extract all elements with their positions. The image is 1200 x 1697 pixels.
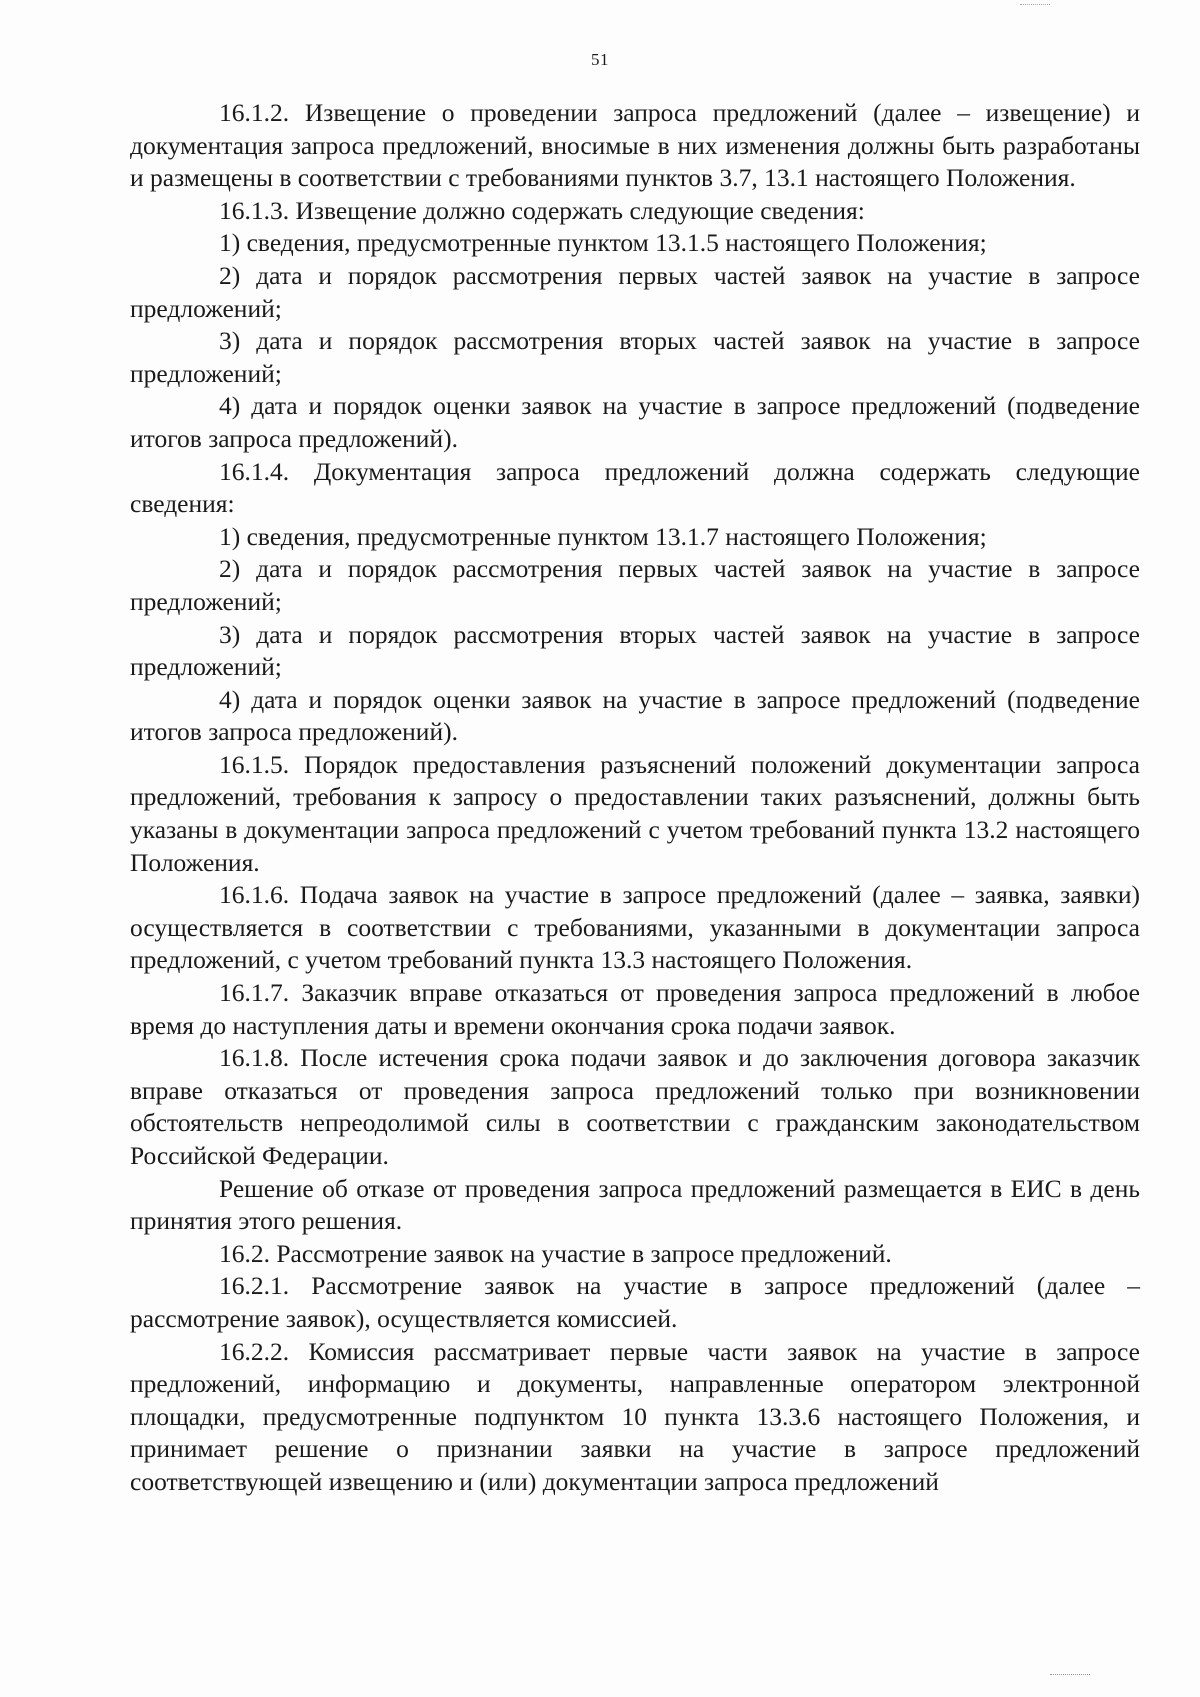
paragraph-16-1-4-item-2: 2) дата и порядок рассмотрения первых частей заявок на участие в запросе предложений; — [130, 554, 1140, 616]
document-body — [130, 97, 1140, 1499]
paragraph-16-1-6: 16.1.6. Подача заявок на участие в запросе предложений (далее – заявка, заявки) осуществляется в соответствии с требованиями, указанными в документации запроса предложений, с учетом требований пункта 13.3 настоящего Положения. — [130, 880, 1140, 975]
paragraph-16-2-2: 16.2.2. Комиссия рассматривает первые части заявок на участие в запросе предложений, информацию и документы, направленные оператором электронной площадки, предусмотренные подпунктом 10 пункта 13.3.6 настоящего Положения, и принимает решение о признании заявки на участие в запросе предложений соответствующей извещению и (или) документации запроса предложений — [130, 1336, 1140, 1496]
paragraph-16-1-3-item-2: 2) дата и порядок рассмотрения первых частей заявок на участие в запросе предложений; — [130, 260, 1140, 323]
page-number: 51 — [591, 50, 609, 69]
paragraph-refusal-decision: Решение об отказе от проведения запроса предложений размещается в ЕИС в день принятия этого решения. — [130, 1173, 1140, 1236]
paragraph-16-1-3-item-4: 4) дата и порядок оценки заявок на участие в запросе предложений (подведение итогов запроса предложений). — [130, 391, 1140, 453]
paragraph-16-1-4-item-4: 4) дата и порядок оценки заявок на участие в запросе предложений (подведение итогов запроса предложений). — [130, 684, 1140, 747]
paragraph-16-1-4-item-3: 3) дата и порядок рассмотрения вторых частей заявок на участие в запросе предложений; — [130, 619, 1140, 682]
paragraph-16-1-5: 16.1.5. Порядок предоставления разъяснений положений документации запроса предложений, требования к запросу о предоставлении таких разъяснений, должны быть указаны в документации запроса предложений с учетом требований пункта 13.2 настоящего Положения. — [130, 749, 1140, 877]
paragraph-16-1-7: 16.1.7. Заказчик вправе отказаться от проведения запроса предложений в любое время до наступления даты и времени окончания срока подачи заявок. — [130, 978, 1140, 1040]
scan-edge-mark — [1020, 0, 1050, 5]
paragraph-16-1-3: 16.1.3. Извещение должно содержать следующие сведения: — [219, 195, 865, 225]
paragraph-16-1-4: 16.1.4. Документация запроса предложений должна содержать следующие сведения: — [130, 456, 1140, 519]
paragraph-16-1-3-item-1: 1) сведения, предусмотренные пунктом 13.1.5 настоящего Положения; — [219, 228, 987, 258]
scan-edge-mark — [1050, 1674, 1090, 1689]
paragraph-16-1-8: 16.1.8. После истечения срока подачи заявок и до заключения договора заказчик вправе отказаться от проведения запроса предложений только при возникновении обстоятельств непреодолимой силы в соответствии с гражданским законодательством Российской Федерации. — [130, 1043, 1140, 1170]
paragraph-16-1-2: 16.1.2. Извещение о проведении запроса предложений (далее – извещение) и документация запроса предложений, вносимые в них изменения должны быть разработаны и размещены в соответствии с требованиями пунктов 3.7, 13.1 настоящего Положения. — [130, 98, 1140, 193]
paragraph-16-1-3-item-3: 3) дата и порядок рассмотрения вторых частей заявок на участие в запросе предложений; — [130, 326, 1140, 388]
paragraph-16-2: 16.2. Рассмотрение заявок на участие в запросе предложений. — [219, 1238, 892, 1268]
paragraph-16-2-1: 16.2.1. Рассмотрение заявок на участие в запросе предложений (далее – рассмотрение заявок), осуществляется комиссией. — [130, 1271, 1140, 1333]
paragraph-16-1-4-item-1: 1) сведения, предусмотренные пунктом 13.1.7 настоящего Положения; — [219, 521, 987, 551]
